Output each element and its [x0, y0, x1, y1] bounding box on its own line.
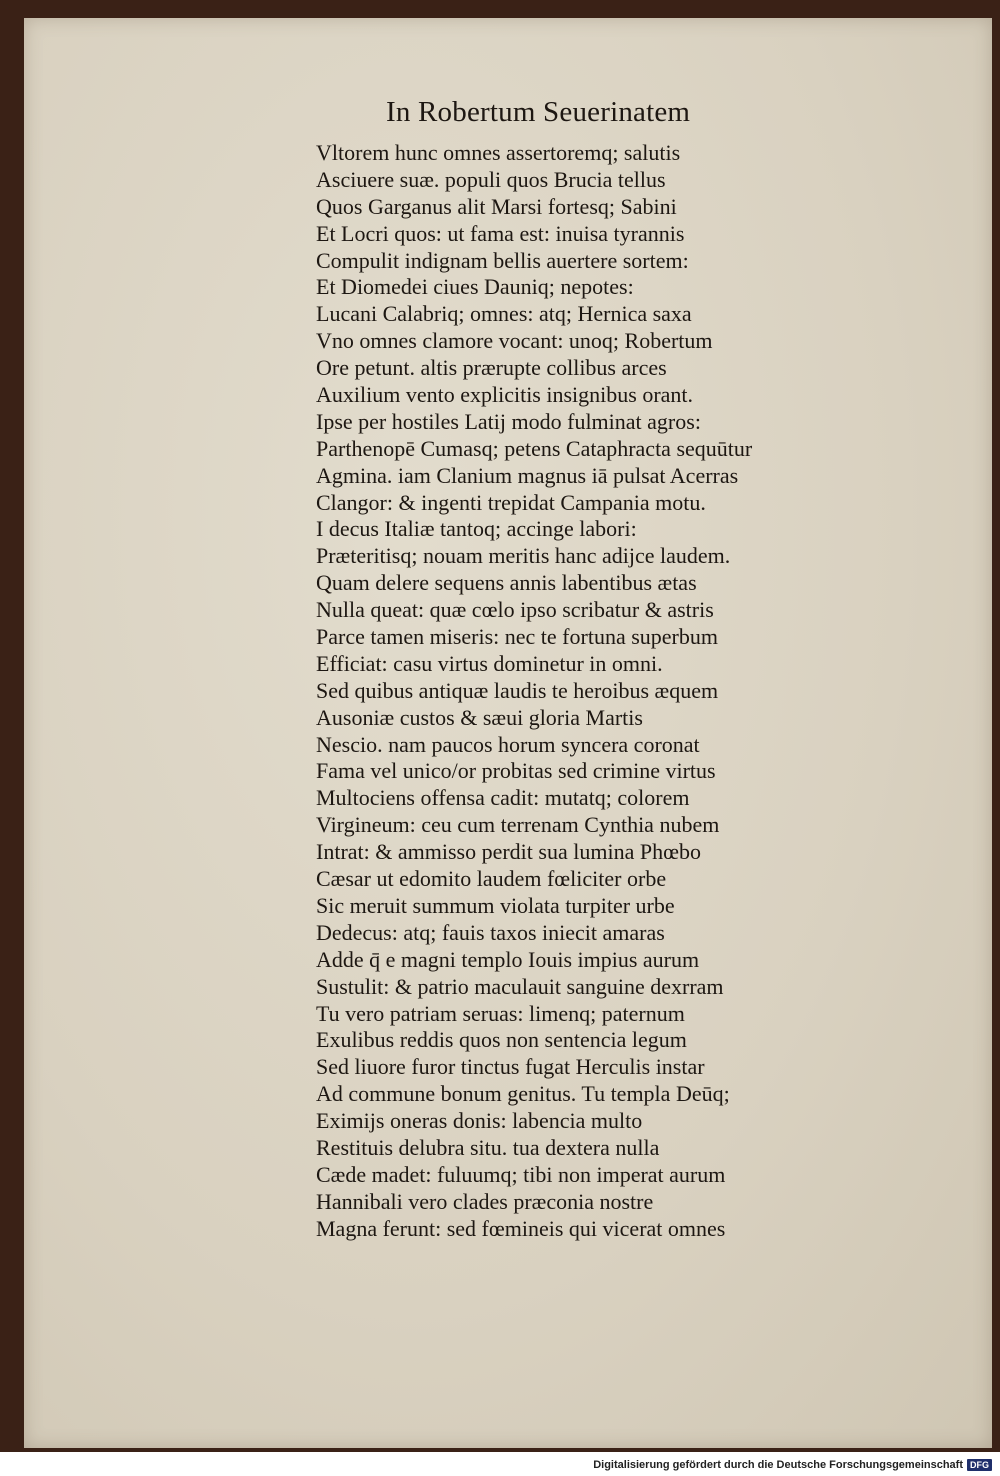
verse-line: Clangor: & ingenti trepidat Campania motu.: [316, 489, 706, 515]
verse-line: Agmina. iam Clanium magnus iā pulsat Acerras: [316, 462, 739, 488]
verse-line: Sed quibus antiquæ laudis te heroibus æquem: [316, 677, 719, 703]
verse-line: Auxilium vento explicitis insignibus orant.: [316, 382, 694, 408]
verse-text: [316, 140, 876, 1243]
verse-line: Efficiat: casu virtus dominetur in omni.: [316, 650, 663, 676]
footer-credit: [593, 1455, 992, 1475]
verse-line: Asciuere suæ. populi quos Brucia tellus: [316, 166, 666, 192]
verse-line: Præteritisq; nouam meritis hanc adijce laudem.: [316, 543, 731, 569]
verse-line: Restituis delubra situ. tua dextera nulla: [316, 1134, 660, 1160]
verse-line: Virgineum: ceu cum terrenam Cynthia nubem: [316, 812, 720, 838]
verse-line: Compulit indignam bellis auertere sortem:: [316, 247, 689, 273]
verse-line: Lucani Calabriq; omnes: atq; Hernica saxa: [316, 301, 692, 327]
verse-line: Quam delere sequens annis labentibus ætas: [316, 570, 697, 596]
book-page: [24, 18, 992, 1448]
verse-line: Quos Garganus alit Marsi fortesq; Sabini: [316, 193, 677, 219]
verse-line: Nulla queat: quæ cœlo ipso scribatur & astris: [316, 597, 714, 623]
verse-line: I decus Italiæ tantoq; accinge labori:: [316, 516, 637, 542]
verse-line: Et Locri quos: ut fama est: inuisa tyrannis: [316, 220, 685, 246]
verse-line: Multociens offensa cadit: mutatq; colorem: [316, 785, 690, 811]
verse-line: Sed liuore furor tinctus fugat Herculis instar: [316, 1054, 705, 1080]
verse-line: Parce tamen miseris: nec te fortuna superbum: [316, 624, 718, 650]
verse-line: Parthenopē Cumasq; petens Cataphracta sequūtur: [316, 435, 753, 461]
verse-line: Sustulit: & patrio maculauit sanguine dexrram: [316, 973, 724, 999]
verse-line: Sic meruit summum violata turpiter urbe: [316, 892, 675, 918]
dfg-logo: DFG: [967, 1459, 992, 1471]
footer-text: Digitalisierung gefördert durch die Deutsche Forschungsgemeinschaft: [593, 1459, 963, 1471]
verse-line: Nescio. nam paucos horum syncera coronat: [316, 731, 700, 757]
verse-line: Vltorem hunc omnes assertoremq; salutis: [316, 140, 681, 165]
verse-line: Vno omnes clamore vocant: unoq; Robertum: [316, 328, 713, 354]
verse-line: Cæsar ut edomito laudem fœliciter orbe: [316, 866, 667, 892]
page-title: In Robertum Seuerinatem: [386, 96, 691, 128]
verse-line: Exulibus reddis quos non sentencia legum: [316, 1027, 687, 1053]
verse-line: Adde q̄ e magni templo Iouis impius aurum: [316, 946, 700, 972]
verse-line: Eximijs oneras donis: labencia multo: [316, 1108, 643, 1134]
verse-line: Fama vel unico/or probitas sed crimine virtus: [316, 758, 716, 784]
verse-line: Hannibali vero clades præconia nostre: [316, 1188, 654, 1214]
verse-line: Ore petunt. altis prærupte collibus arces: [316, 355, 667, 381]
verse-line: Dedecus: atq; fauis taxos iniecit amaras: [316, 919, 665, 945]
verse-line: Et Diomedei ciues Dauniq; nepotes:: [316, 274, 634, 300]
verse-line: Ausoniæ custos & sæui gloria Martis: [316, 704, 643, 730]
verse-line: Ipse per hostiles Latij modo fulminat agros:: [316, 408, 701, 434]
verse-line: Magna ferunt: sed fœmineis qui vicerat omnes: [316, 1215, 726, 1241]
verse-line: Tu vero patriam seruas: limenq; paternum: [316, 1000, 685, 1026]
verse-line: Intrat: & ammisso perdit sua lumina Phœbo: [316, 839, 701, 865]
verse-line: Ad commune bonum genitus. Tu templa Deūq;: [316, 1081, 730, 1107]
verse-line: Cæde madet: fuluumq; tibi non imperat aurum: [316, 1161, 726, 1187]
